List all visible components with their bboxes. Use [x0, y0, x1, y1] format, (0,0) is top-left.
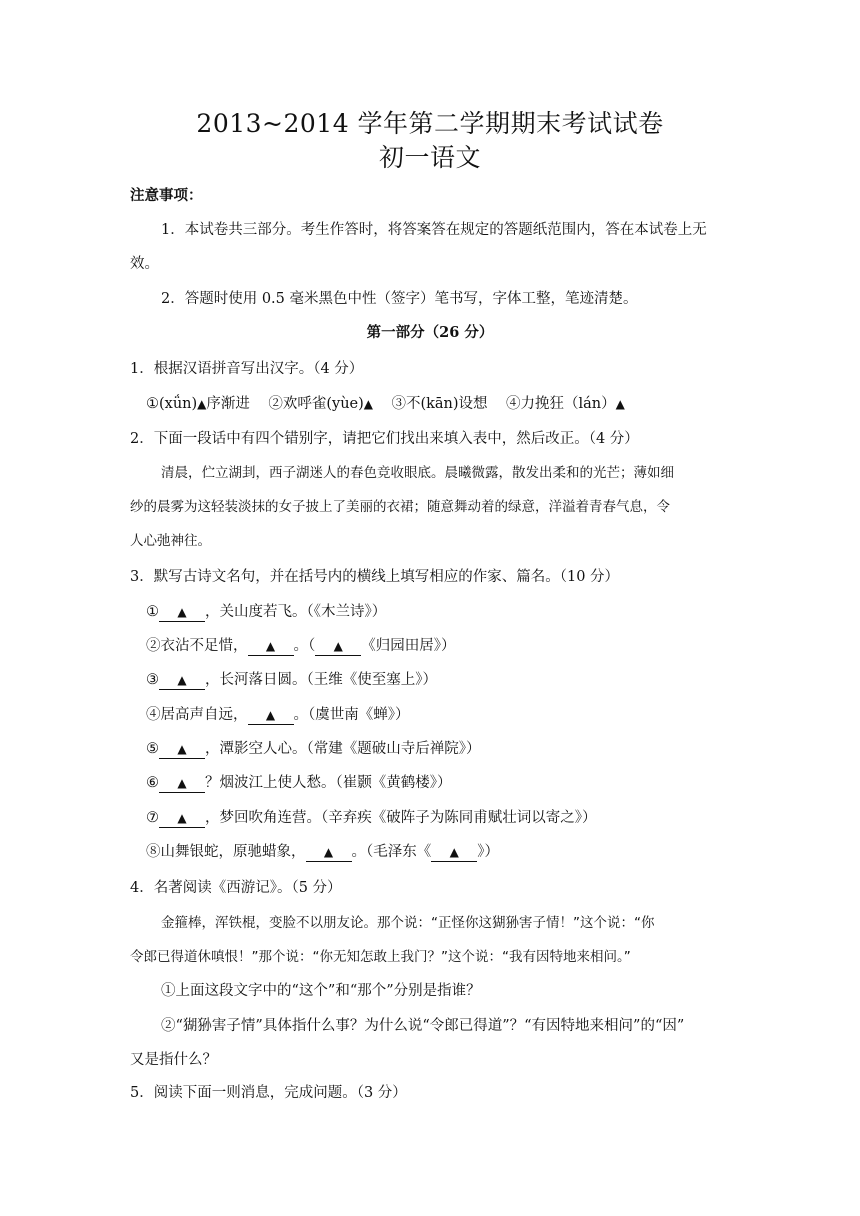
q5-stem: 5．阅读下面一则消息，完成问题。（3 分） — [130, 1085, 407, 1101]
answer-blank: ▲ — [248, 638, 294, 656]
q2-stem: 2．下面一段话中有四个错别字，请把它们找出来填入表中，然后改正。（4 分） — [130, 431, 639, 447]
answer-blank: ▲ — [159, 741, 205, 759]
q3-line-4: ④居高声自远， ▲ 。（虞世南《蝉》） — [146, 707, 410, 723]
notes-item-2: 2．答题时使用 0.5 毫米黑色中性（签字）笔书写，字体工整，笔迹清楚。 — [161, 291, 638, 307]
q1-stem: 1．根据汉语拼音写出汉字。（4 分） — [130, 361, 364, 377]
q4-passage-line-2: 令郎已得道休嗔恨！”那个说：“你无知怎敢上我门？”这个说：“我有因特地来相问。” — [130, 949, 631, 965]
answer-blank: ▲ — [159, 775, 205, 793]
q2-passage-line-1: 清晨，伫立湖刲，西子湖迷人的春色竞收眼底。晨曦微露，散发出柔和的光芒；薄如细 — [161, 465, 674, 481]
answer-blank-triangle: ▲ — [615, 397, 625, 411]
notes-item-1: 1．本试卷共三部分。考生作答时，将答案答在规定的答题纸范围内，答在本试卷上无 — [161, 222, 707, 238]
q4-subquestion-2: ②“猢狲害子情”具体指什么事？为什么说“令郎已得道”？“有因特地来相问”的“因” — [161, 1018, 685, 1034]
answer-blank: ▲ — [306, 844, 352, 862]
answer-blank: ▲ — [159, 810, 205, 828]
notes-item-1-cont: 效。 — [130, 256, 159, 272]
q1-item-1: ①(xǘn) — [146, 396, 198, 412]
answer-blank: ▲ — [159, 672, 205, 690]
answer-blank-triangle: ▲ — [197, 397, 207, 411]
q3-line-6: ⑥ ▲ ？烟波江上使人愁。（崔颢《黄鹤楼》） — [146, 775, 452, 791]
q3-line-3: ③ ▲ ，长河落日圆。（王维《使至塞上》） — [146, 672, 437, 688]
q3-line-2: ②衣沾不足惜， ▲ 。（ ▲ 《归园田居》） — [146, 638, 456, 654]
answer-blank: ▲ — [315, 638, 361, 656]
q3-line-5: ⑤ ▲ ，潭影空人心。（常建《题破山寺后禅院》） — [146, 741, 481, 757]
q1-items — [146, 394, 860, 414]
q4-subquestion-2-cont: 又是指什么？ — [130, 1052, 217, 1068]
q4-stem: 4．名著阅读《西游记》。（5 分） — [130, 880, 342, 896]
q2-passage-line-2: 纱的晨雾为这轻装淡抹的女子披上了美丽的衣裙；随意舞动着的绿意，洋溢着青春气息，令 — [130, 499, 670, 515]
q4-subquestion-1: ①上面这段文字中的“这个”和“那个”分别是指谁？ — [161, 983, 481, 999]
notes-heading: 注意事项： — [130, 187, 203, 204]
exam-title: 2013~2014 学年第二学期期末考试试卷 — [196, 109, 664, 138]
q3-line-1: ① ▲ ，关山度若飞。（《木兰诗》） — [146, 604, 387, 620]
answer-blank-triangle: ▲ — [363, 397, 374, 411]
q1-item-4: ④力挽狂（lán） — [505, 396, 616, 412]
q3-line-8: ⑧山舞银蛇，原驰蜡象， ▲ 。（毛泽东《 ▲ 》） — [146, 844, 499, 860]
q4-passage-line-1: 金箍棒，浑铁棍，变脸不以朋友论。那个说：“正怪你这猢狲害子情！”这个说：“你 — [161, 915, 655, 931]
exam-subtitle: 初一语文 — [378, 143, 481, 172]
q1-item-3: ③不(kān)设想 — [391, 396, 488, 412]
q3-line-7: ⑦ ▲ ，梦回吹角连营。（辛弃疾《破阵子为陈同甫赋壮词以寄之》） — [146, 810, 597, 826]
answer-blank: ▲ — [431, 844, 477, 862]
part-one-heading: 第一部分（26 分） — [366, 324, 494, 341]
q3-stem: 3．默写古诗文名句，并在括号内的横线上填写相应的作家、篇名。（10 分） — [130, 569, 620, 585]
q1-item-1-tail: 序渐进 — [206, 396, 250, 412]
answer-blank: ▲ — [159, 604, 205, 622]
q2-passage-line-3: 人心弛神往。 — [130, 533, 211, 549]
answer-blank: ▲ — [248, 707, 294, 725]
q1-item-2: ②欢呼雀(yùe) — [268, 396, 364, 412]
